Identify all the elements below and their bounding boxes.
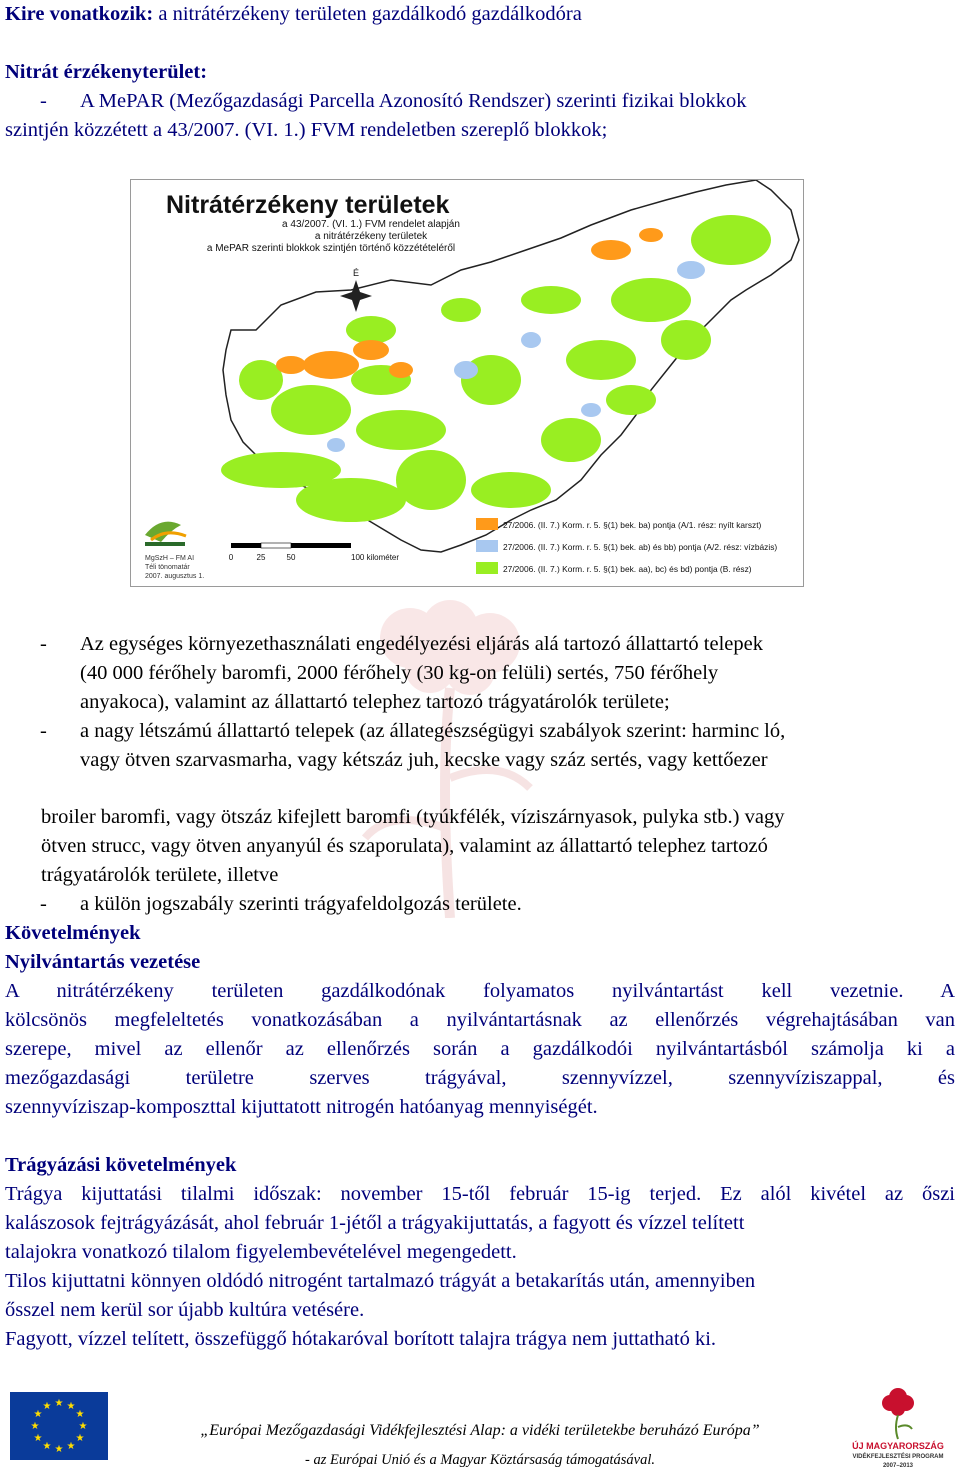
svg-text:★: ★ xyxy=(30,1421,40,1432)
svg-text:★: ★ xyxy=(42,1441,52,1452)
section-heading-nitrat: Nitrát érzékenyterület: xyxy=(5,61,208,83)
section-heading-kovetelmenyek: Követelmények xyxy=(5,922,141,944)
section-heading-tragyazas: Trágyázási követelmények xyxy=(5,1154,237,1176)
fert-line6: Fagyott, vízzel telített, összefüggő hótakaróval borított talajra trágya nem juttatható ki. xyxy=(5,1328,717,1350)
map-legend xyxy=(476,518,777,574)
dash-marker: - xyxy=(40,893,47,915)
svg-text:★: ★ xyxy=(75,1409,85,1420)
svg-text:★: ★ xyxy=(75,1433,85,1444)
list-item-kornyezet xyxy=(40,630,960,717)
nitrate-sensitive-map xyxy=(130,179,804,587)
legend-item-karst: 27/2006. (II. 7.) Korm. r. 5. §(1) bek. ba) pontja (A/1. rész: nyílt karszt) xyxy=(503,520,762,530)
fert-line3: talajokra vonatkozó tilalom figyelembevételével megengedett. xyxy=(5,1241,517,1263)
list-item-nagy-letszamu xyxy=(40,717,960,775)
svg-text:★: ★ xyxy=(33,1433,43,1444)
svg-text:25: 25 xyxy=(256,553,266,562)
list1-item1-line1: Az egységes környezethasználati engedélyezési eljárás alá tartozó állattartó telepek xyxy=(80,633,763,655)
svg-text:★: ★ xyxy=(42,1401,52,1412)
list1-item2-line2: vagy ötven szarvasmarha, vagy kétszáz juh, kecske vagy száz sertés, vagy kettőezer xyxy=(80,749,768,771)
fert-line2: kalászosok fejtrágyázását, ahol február 1-jétől a trágyakijuttatás, a fagyott és vízzel telített xyxy=(5,1212,745,1234)
svg-text:ÚJ MAGYARORSZÁG: ÚJ MAGYARORSZÁG xyxy=(852,1441,944,1451)
svg-text:★: ★ xyxy=(33,1409,43,1420)
dash-marker: - xyxy=(40,720,47,742)
heading-text: a nitrátérzékeny területen gazdálkodó gazdálkodóra xyxy=(153,3,582,25)
map-subtitle-1: a 43/2007. (VI. 1.) FVM rendelet alapján xyxy=(282,219,460,230)
cont-line1: broiler baromfi, vagy ötszáz kifejlett baromfi (tyúkfélék, víziszárnyasok, pulyka stb.) vagy xyxy=(41,806,785,828)
list1-item2-line1: a nagy létszámú állattartó telepek (az állategészségügyi szabályok szerint: harminc ló, xyxy=(80,720,786,742)
legend-item-vizbazis: 27/2006. (II. 7.) Korm. r. 5. §(1) bek. ab) és bb) pontja (A/2. rész: vízbázis) xyxy=(503,542,778,552)
heading-label: Kire vonatkozik: xyxy=(5,3,154,25)
footer-eafrd-motto: „Európai Mezőgazdasági Vidékfejlesztési Alap: a vidéki területekbe beruházó Európa” xyxy=(200,1422,760,1439)
fert-line1: Trágya kijuttatási tilalmi időszak: november 15-től február 15-ig terjed. Ez alól kivétel az őszi xyxy=(5,1183,955,1205)
fert-line4: Tilos kijuttatni könnyen oldódó nitrogént tartalmazó trágyát a betakarítás után, amennyiben xyxy=(5,1270,756,1292)
map-title: Nitrátérzékeny területek xyxy=(166,191,450,219)
cont-item3: a külön jogszabály szerinti trágyafeldolgozás területe. xyxy=(80,893,522,915)
section-subheading-nyilvantartas: Nyilvántartás vezetése xyxy=(5,951,201,973)
nitrat-line1: A MePAR (Mezőgazdasági Parcella Azonosító Rendszer) szerinti fizikai blokkok xyxy=(80,90,747,112)
map-subtitle-3: a MePAR szerinti blokkok szintjén történő közzétételéről xyxy=(206,243,456,254)
map-credit-1: MgSzH – FM AI xyxy=(145,555,195,562)
list1-item1-line2: (40 000 férőhely baromfi, 2000 férőhely (30 kg-on felüli) sertés, 750 férőhely xyxy=(80,662,719,684)
svg-text:★: ★ xyxy=(54,1398,64,1409)
page-heading xyxy=(5,0,582,29)
dash-marker: - xyxy=(40,633,47,655)
scale-bar xyxy=(229,543,400,562)
svg-text:★: ★ xyxy=(66,1401,76,1412)
svg-text:★: ★ xyxy=(66,1441,76,1452)
req-p3: szerepe, mivel az ellenőr az ellenőrzés során a gazdálkodói nyilvántartásból számolja ki a xyxy=(5,1038,955,1060)
nitrat-line2: szintjén közzétett a 43/2007. (VI. 1.) FVM rendeletben szereplő blokkok; xyxy=(5,119,608,141)
req-p2: kölcsönös megfeleltetés vonatkozásában a nyilvántartásnak az ellenőrzés végrehajtásában van xyxy=(5,1009,955,1031)
map-credit-2: Téli tönomatár xyxy=(145,564,190,571)
req-p1: A nitrátérzékeny területen gazdálkodónak folyamatos nyilvántartást kell vezetnie. A xyxy=(5,980,955,1002)
cont-line3: trágyatárolók területe, illetve xyxy=(41,864,279,886)
fert-line5: ősszel nem kerül sor újabb kultúra vetésére. xyxy=(5,1299,365,1321)
svg-text:0: 0 xyxy=(228,553,234,562)
map-subtitle-2: a nitrátérzékeny területek xyxy=(314,231,428,242)
cont-line2: ötven strucc, vagy ötven anyanyúl és szaporulata), valamint az állattartó telephez tartozó xyxy=(41,835,768,857)
svg-text:2007–2013: 2007–2013 xyxy=(882,1463,914,1469)
footer-support-note: - az Európai Unió és a Magyar Köztársaság támogatásával. xyxy=(304,1452,656,1468)
req-p5: szennyvíziszap-komposzttal kijuttatott nitrogén hatóanyag mennyiségét. xyxy=(5,1096,598,1118)
agency-logo xyxy=(145,522,186,546)
list-item-tragyafeldolgozas xyxy=(40,890,960,919)
list1-item1-line3: anyakoca), valamint az állattartó telephez tartozó trágyatárolók területe; xyxy=(80,691,670,713)
req-p4: mezőgazdasági területre szerves trágyával, szennyvízzel, szennyvíziszappal, és xyxy=(5,1067,955,1089)
svg-text:É: É xyxy=(352,268,360,278)
umvp-logo xyxy=(842,1383,954,1471)
dash-marker: - xyxy=(40,90,47,112)
svg-text:100 kilométer: 100 kilométer xyxy=(351,553,400,562)
map-credit-3: 2007. augusztus 1. xyxy=(145,573,205,580)
svg-text:★: ★ xyxy=(78,1421,88,1432)
svg-text:VIDÉKFEJLESZTÉSI PROGRAM: VIDÉKFEJLESZTÉSI PROGRAM xyxy=(852,1454,944,1460)
svg-text:★: ★ xyxy=(54,1444,64,1455)
svg-text:50: 50 xyxy=(286,553,296,562)
legend-item-b-resz: 27/2006. (II. 7.) Korm. r. 5. §(1) bek. aa), bc) és bd) pontja (B. rész) xyxy=(503,564,752,574)
